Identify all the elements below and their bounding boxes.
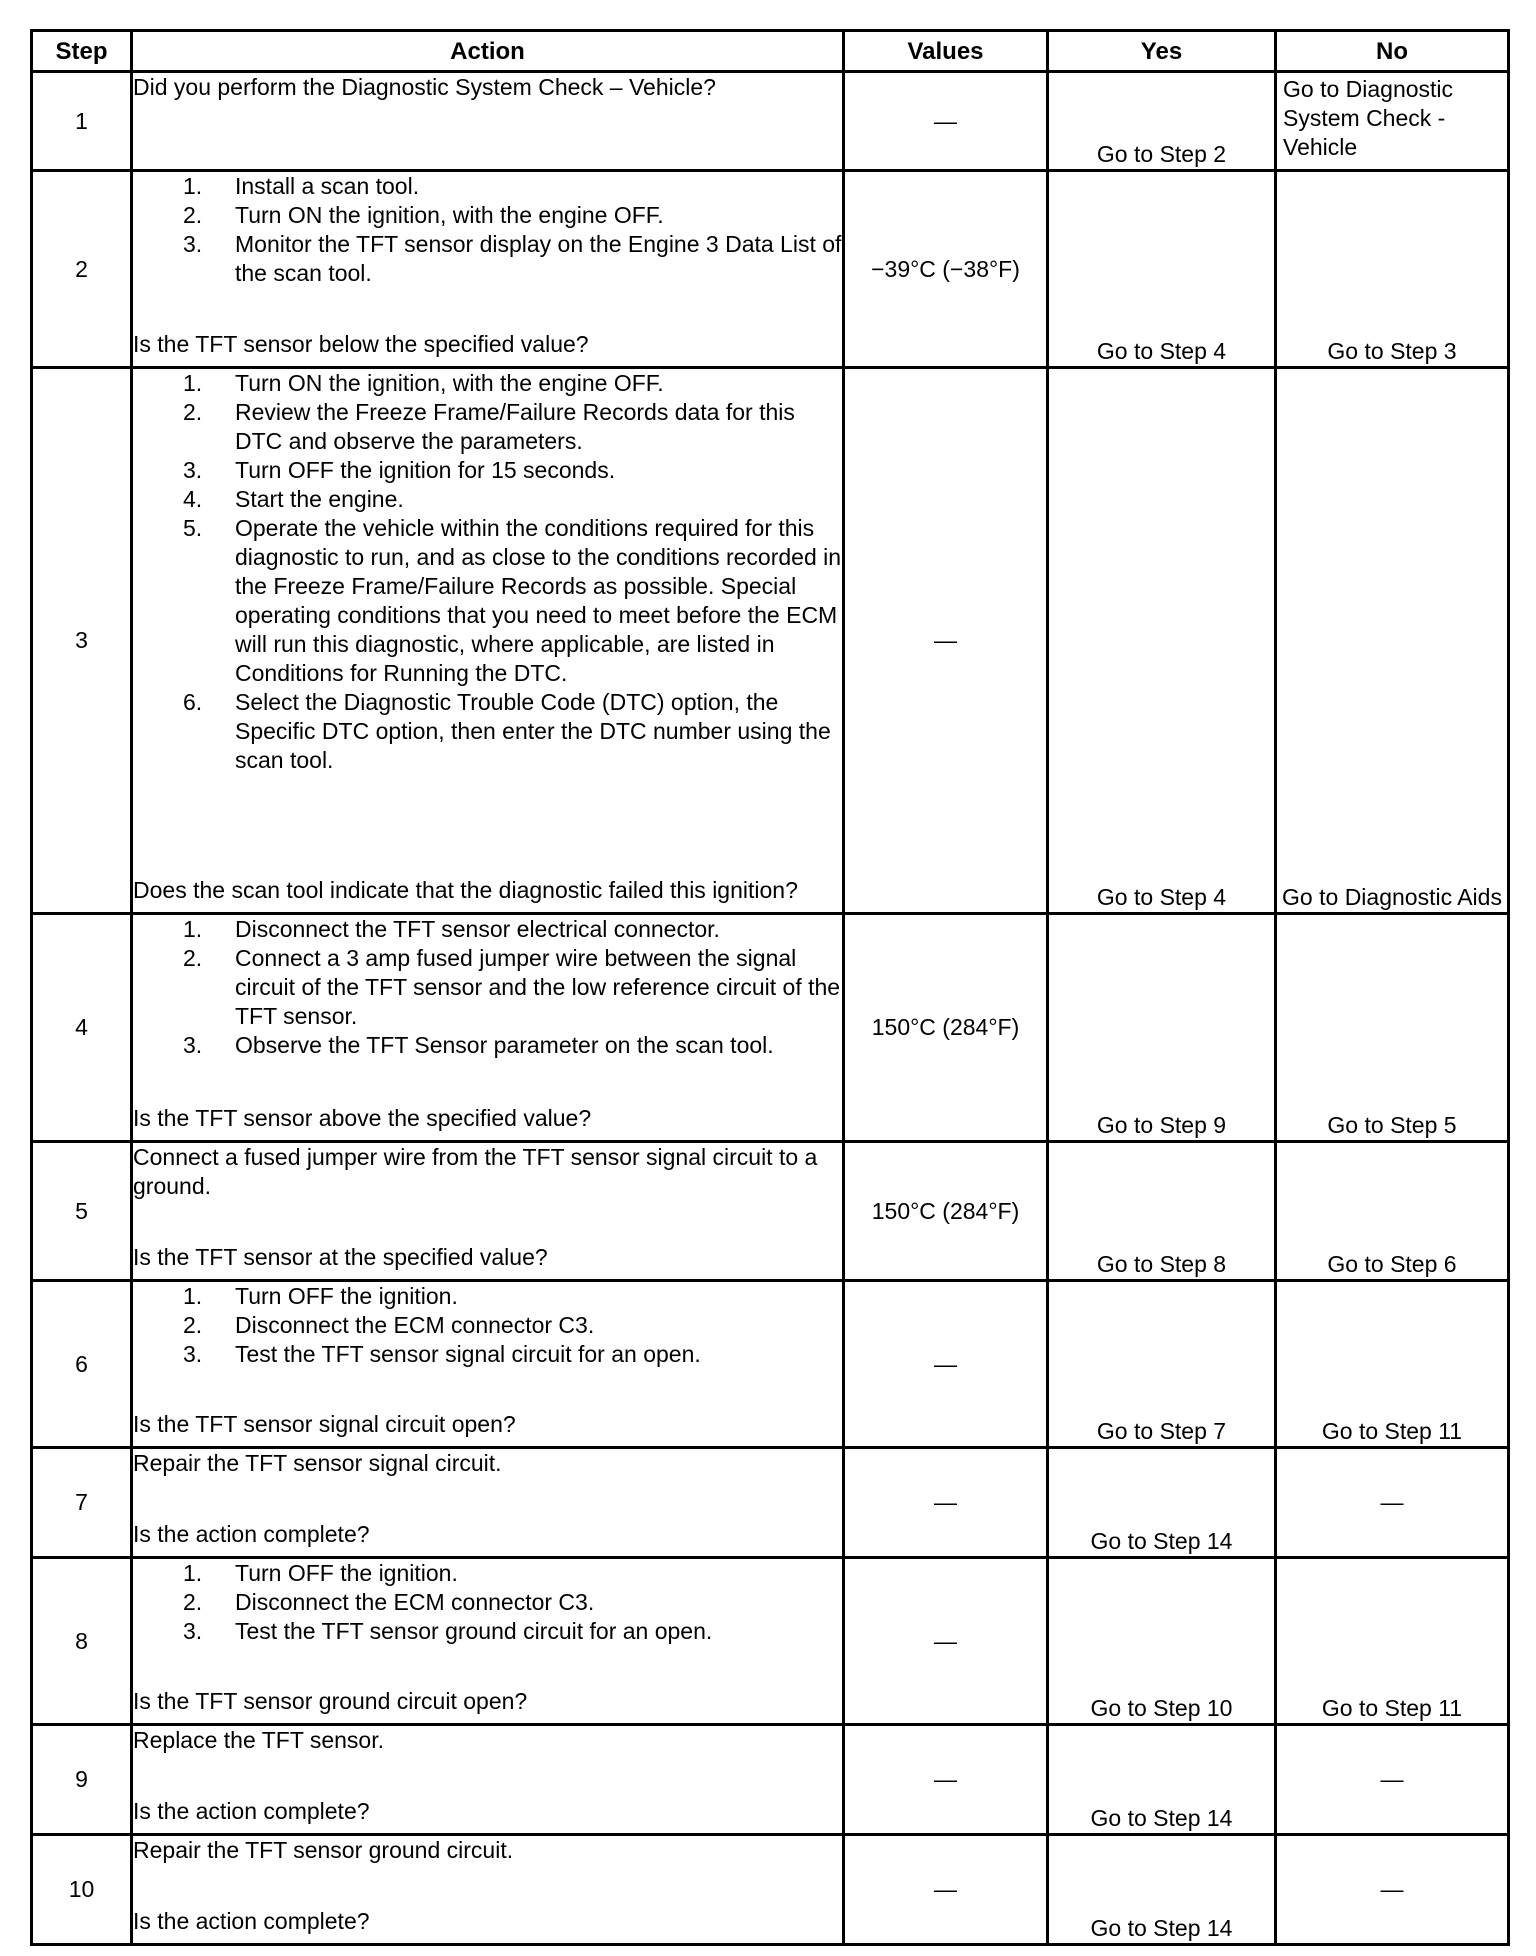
action-content — [133, 369, 842, 905]
step-number: 10 — [32, 1835, 132, 1945]
action-content — [133, 1836, 842, 1936]
action-step-number: 3. — [183, 1341, 203, 1367]
value-cell: −39°C (−38°F) — [844, 171, 1048, 368]
no-cell: Go to Step 11 — [1276, 1558, 1509, 1725]
action-step-text: Turn ON the ignition, with the engine OFF. — [235, 202, 664, 228]
value-cell: 150°C (284°F) — [844, 914, 1048, 1142]
action-steps — [133, 1282, 842, 1369]
action-step-item — [133, 1588, 842, 1617]
action-question: Is the action complete? — [133, 1908, 370, 1934]
action-content — [133, 1726, 842, 1826]
action-step-number: 2. — [183, 1312, 203, 1338]
value-cell: 150°C (284°F) — [844, 1142, 1048, 1281]
action-step-number: 2. — [183, 1589, 203, 1615]
action-steps — [133, 369, 842, 775]
no-cell: — — [1276, 1448, 1509, 1558]
no-cell: Go to Step 5 — [1276, 914, 1509, 1142]
action-cell — [132, 1448, 844, 1558]
value-cell: — — [844, 1835, 1048, 1945]
action-cell — [132, 171, 844, 368]
step-number: 9 — [32, 1725, 132, 1835]
action-step-text: Review the Freeze Frame/Failure Records data for this DTC and observe the parameters. — [235, 399, 795, 454]
action-step-number: 2. — [183, 202, 203, 228]
action-step-text: Monitor the TFT sensor display on the Engine 3 Data List of the scan tool. — [235, 231, 842, 286]
action-step-text: Turn OFF the ignition. — [235, 1560, 458, 1586]
yes-cell: Go to Step 9 — [1048, 914, 1276, 1142]
action-step-item — [133, 1340, 842, 1369]
action-step-number: 1. — [183, 916, 203, 942]
action-step-item — [133, 1031, 842, 1060]
action-top — [133, 1449, 842, 1478]
action-top — [133, 73, 842, 102]
no-cell: Go to Step 6 — [1276, 1142, 1509, 1281]
table-row — [32, 171, 1509, 368]
yes-cell: Go to Step 7 — [1048, 1281, 1276, 1448]
action-question: Is the TFT sensor ground circuit open? — [133, 1688, 528, 1714]
table-row — [32, 72, 1509, 171]
value-cell: — — [844, 1281, 1048, 1448]
action-step-item — [133, 1617, 842, 1646]
action-content — [133, 915, 842, 1133]
header-action: Action — [132, 31, 844, 72]
step-number: 6 — [32, 1281, 132, 1448]
action-step-text: Disconnect the ECM connector C3. — [235, 1312, 595, 1338]
table-row — [32, 1142, 1509, 1281]
action-step-number: 4. — [183, 486, 203, 512]
action-content — [133, 73, 842, 162]
yes-cell: Go to Step 14 — [1048, 1725, 1276, 1835]
action-cell — [132, 1281, 844, 1448]
step-number: 3 — [32, 368, 132, 914]
action-top — [133, 915, 842, 1060]
no-cell: — — [1276, 1835, 1509, 1945]
action-step-number: 3. — [183, 457, 203, 483]
header-row — [32, 31, 1509, 72]
action-content — [133, 172, 842, 359]
no-cell: — — [1276, 1725, 1509, 1835]
action-instruction: Did you perform the Diagnostic System Check – Vehicle? — [133, 74, 716, 100]
action-step-item — [133, 688, 842, 775]
table-row — [32, 368, 1509, 914]
action-step-item — [133, 398, 842, 456]
action-step-number: 5. — [183, 515, 203, 541]
action-instruction: Repair the TFT sensor ground circuit. — [133, 1837, 514, 1863]
step-number: 4 — [32, 914, 132, 1142]
action-step-text: Start the engine. — [235, 486, 404, 512]
action-cell — [132, 72, 844, 171]
action-cell — [132, 368, 844, 914]
action-top — [133, 1282, 842, 1369]
value-cell: — — [844, 72, 1048, 171]
action-cell — [132, 914, 844, 1142]
action-step-text: Connect a 3 amp fused jumper wire between the signal circuit of the TFT sensor and the low reference circuit of the TFT sensor. — [235, 945, 841, 1029]
action-instruction: Repair the TFT sensor signal circuit. — [133, 1450, 502, 1476]
action-step-item — [133, 485, 842, 514]
table-row — [32, 1558, 1509, 1725]
action-step-text: Disconnect the TFT sensor electrical connector. — [235, 916, 720, 942]
action-content — [133, 1449, 842, 1549]
action-content — [133, 1282, 842, 1439]
diagnostic-table — [30, 29, 1510, 1946]
action-content — [133, 1143, 842, 1272]
step-number: 8 — [32, 1558, 132, 1725]
action-step-item — [133, 514, 842, 688]
action-top — [133, 1726, 842, 1755]
step-number: 1 — [32, 72, 132, 171]
action-question: Does the scan tool indicate that the diagnostic failed this ignition? — [133, 877, 798, 903]
value-cell: — — [844, 1725, 1048, 1835]
table-row — [32, 1448, 1509, 1558]
no-cell: Go to Diagnostic System Check - Vehicle — [1276, 72, 1509, 171]
action-step-text: Select the Diagnostic Trouble Code (DTC) option, the Specific DTC option, then enter the DTC number using the scan tool. — [235, 689, 831, 773]
step-number: 7 — [32, 1448, 132, 1558]
yes-cell: Go to Step 10 — [1048, 1558, 1276, 1725]
action-cell — [132, 1142, 844, 1281]
action-step-item — [133, 915, 842, 944]
action-step-text: Turn OFF the ignition. — [235, 1283, 458, 1309]
action-top — [133, 172, 842, 288]
yes-cell: Go to Step 4 — [1048, 171, 1276, 368]
action-step-number: 1. — [183, 370, 203, 396]
action-step-text: Test the TFT sensor ground circuit for an open. — [235, 1618, 713, 1644]
action-question: Is the TFT sensor below the specified value? — [133, 331, 589, 357]
action-step-number: 6. — [183, 689, 203, 715]
action-step-text: Operate the vehicle within the conditions required for this diagnostic to run, and as close to the conditions recorded in the Freeze Frame/Failure Records as possible. Special operating conditions that you need to meet before the ECM will run this diagnostic, where applicable, are listed in Conditions for Running the DTC. — [235, 515, 842, 686]
header-step: Step — [32, 31, 132, 72]
action-instruction: Connect a fused jumper wire from the TFT sensor signal circuit to a ground. — [133, 1144, 818, 1199]
value-cell: — — [844, 1448, 1048, 1558]
action-step-item — [133, 1311, 842, 1340]
table-row — [32, 1725, 1509, 1835]
table-row — [32, 1835, 1509, 1945]
action-step-number: 1. — [183, 173, 203, 199]
action-step-item — [133, 369, 842, 398]
action-step-text: Test the TFT sensor signal circuit for an open. — [235, 1341, 701, 1367]
no-cell: Go to Step 3 — [1276, 171, 1509, 368]
action-step-item — [133, 201, 842, 230]
action-content — [133, 1559, 842, 1716]
action-step-item — [133, 944, 842, 1031]
action-step-text: Turn ON the ignition, with the engine OFF. — [235, 370, 664, 396]
action-top — [133, 1559, 842, 1646]
action-step-number: 1. — [183, 1560, 203, 1586]
action-step-number: 2. — [183, 399, 203, 425]
action-step-number: 1. — [183, 1283, 203, 1309]
action-cell — [132, 1558, 844, 1725]
action-top — [133, 369, 842, 775]
action-step-number: 2. — [183, 945, 203, 971]
action-cell — [132, 1835, 844, 1945]
action-step-item — [133, 1282, 842, 1311]
action-instruction: Replace the TFT sensor. — [133, 1727, 385, 1753]
action-step-item — [133, 230, 842, 288]
action-question: Is the action complete? — [133, 1798, 370, 1824]
action-steps — [133, 172, 842, 288]
action-steps — [133, 1559, 842, 1646]
action-top — [133, 1836, 842, 1865]
yes-cell: Go to Step 14 — [1048, 1448, 1276, 1558]
header-yes: Yes — [1048, 31, 1276, 72]
step-number: 2 — [32, 171, 132, 368]
header-values: Values — [844, 31, 1048, 72]
action-step-text: Observe the TFT Sensor parameter on the scan tool. — [235, 1032, 774, 1058]
action-question: Is the TFT sensor at the specified value? — [133, 1244, 548, 1270]
yes-cell: Go to Step 8 — [1048, 1142, 1276, 1281]
value-cell: — — [844, 1558, 1048, 1725]
no-cell: Go to Step 11 — [1276, 1281, 1509, 1448]
yes-cell: Go to Step 14 — [1048, 1835, 1276, 1945]
action-step-number: 3. — [183, 1618, 203, 1644]
no-cell: Go to Diagnostic Aids — [1276, 368, 1509, 914]
value-cell: — — [844, 368, 1048, 914]
action-step-item — [133, 456, 842, 485]
action-steps — [133, 915, 842, 1060]
action-cell — [132, 1725, 844, 1835]
action-step-text: Turn OFF the ignition for 15 seconds. — [235, 457, 616, 483]
action-top — [133, 1143, 842, 1201]
table-row — [32, 914, 1509, 1142]
action-question: Is the TFT sensor signal circuit open? — [133, 1411, 516, 1437]
action-step-item — [133, 1559, 842, 1588]
action-step-item — [133, 172, 842, 201]
header-no: No — [1276, 31, 1509, 72]
yes-cell: Go to Step 4 — [1048, 368, 1276, 914]
action-step-number: 3. — [183, 231, 203, 257]
action-question: Is the TFT sensor above the specified value? — [133, 1105, 592, 1131]
action-question: Is the action complete? — [133, 1521, 370, 1547]
table-row — [32, 1281, 1509, 1448]
yes-cell: Go to Step 2 — [1048, 72, 1276, 171]
action-step-text: Install a scan tool. — [235, 173, 420, 199]
action-step-text: Disconnect the ECM connector C3. — [235, 1589, 595, 1615]
action-step-number: 3. — [183, 1032, 203, 1058]
step-number: 5 — [32, 1142, 132, 1281]
